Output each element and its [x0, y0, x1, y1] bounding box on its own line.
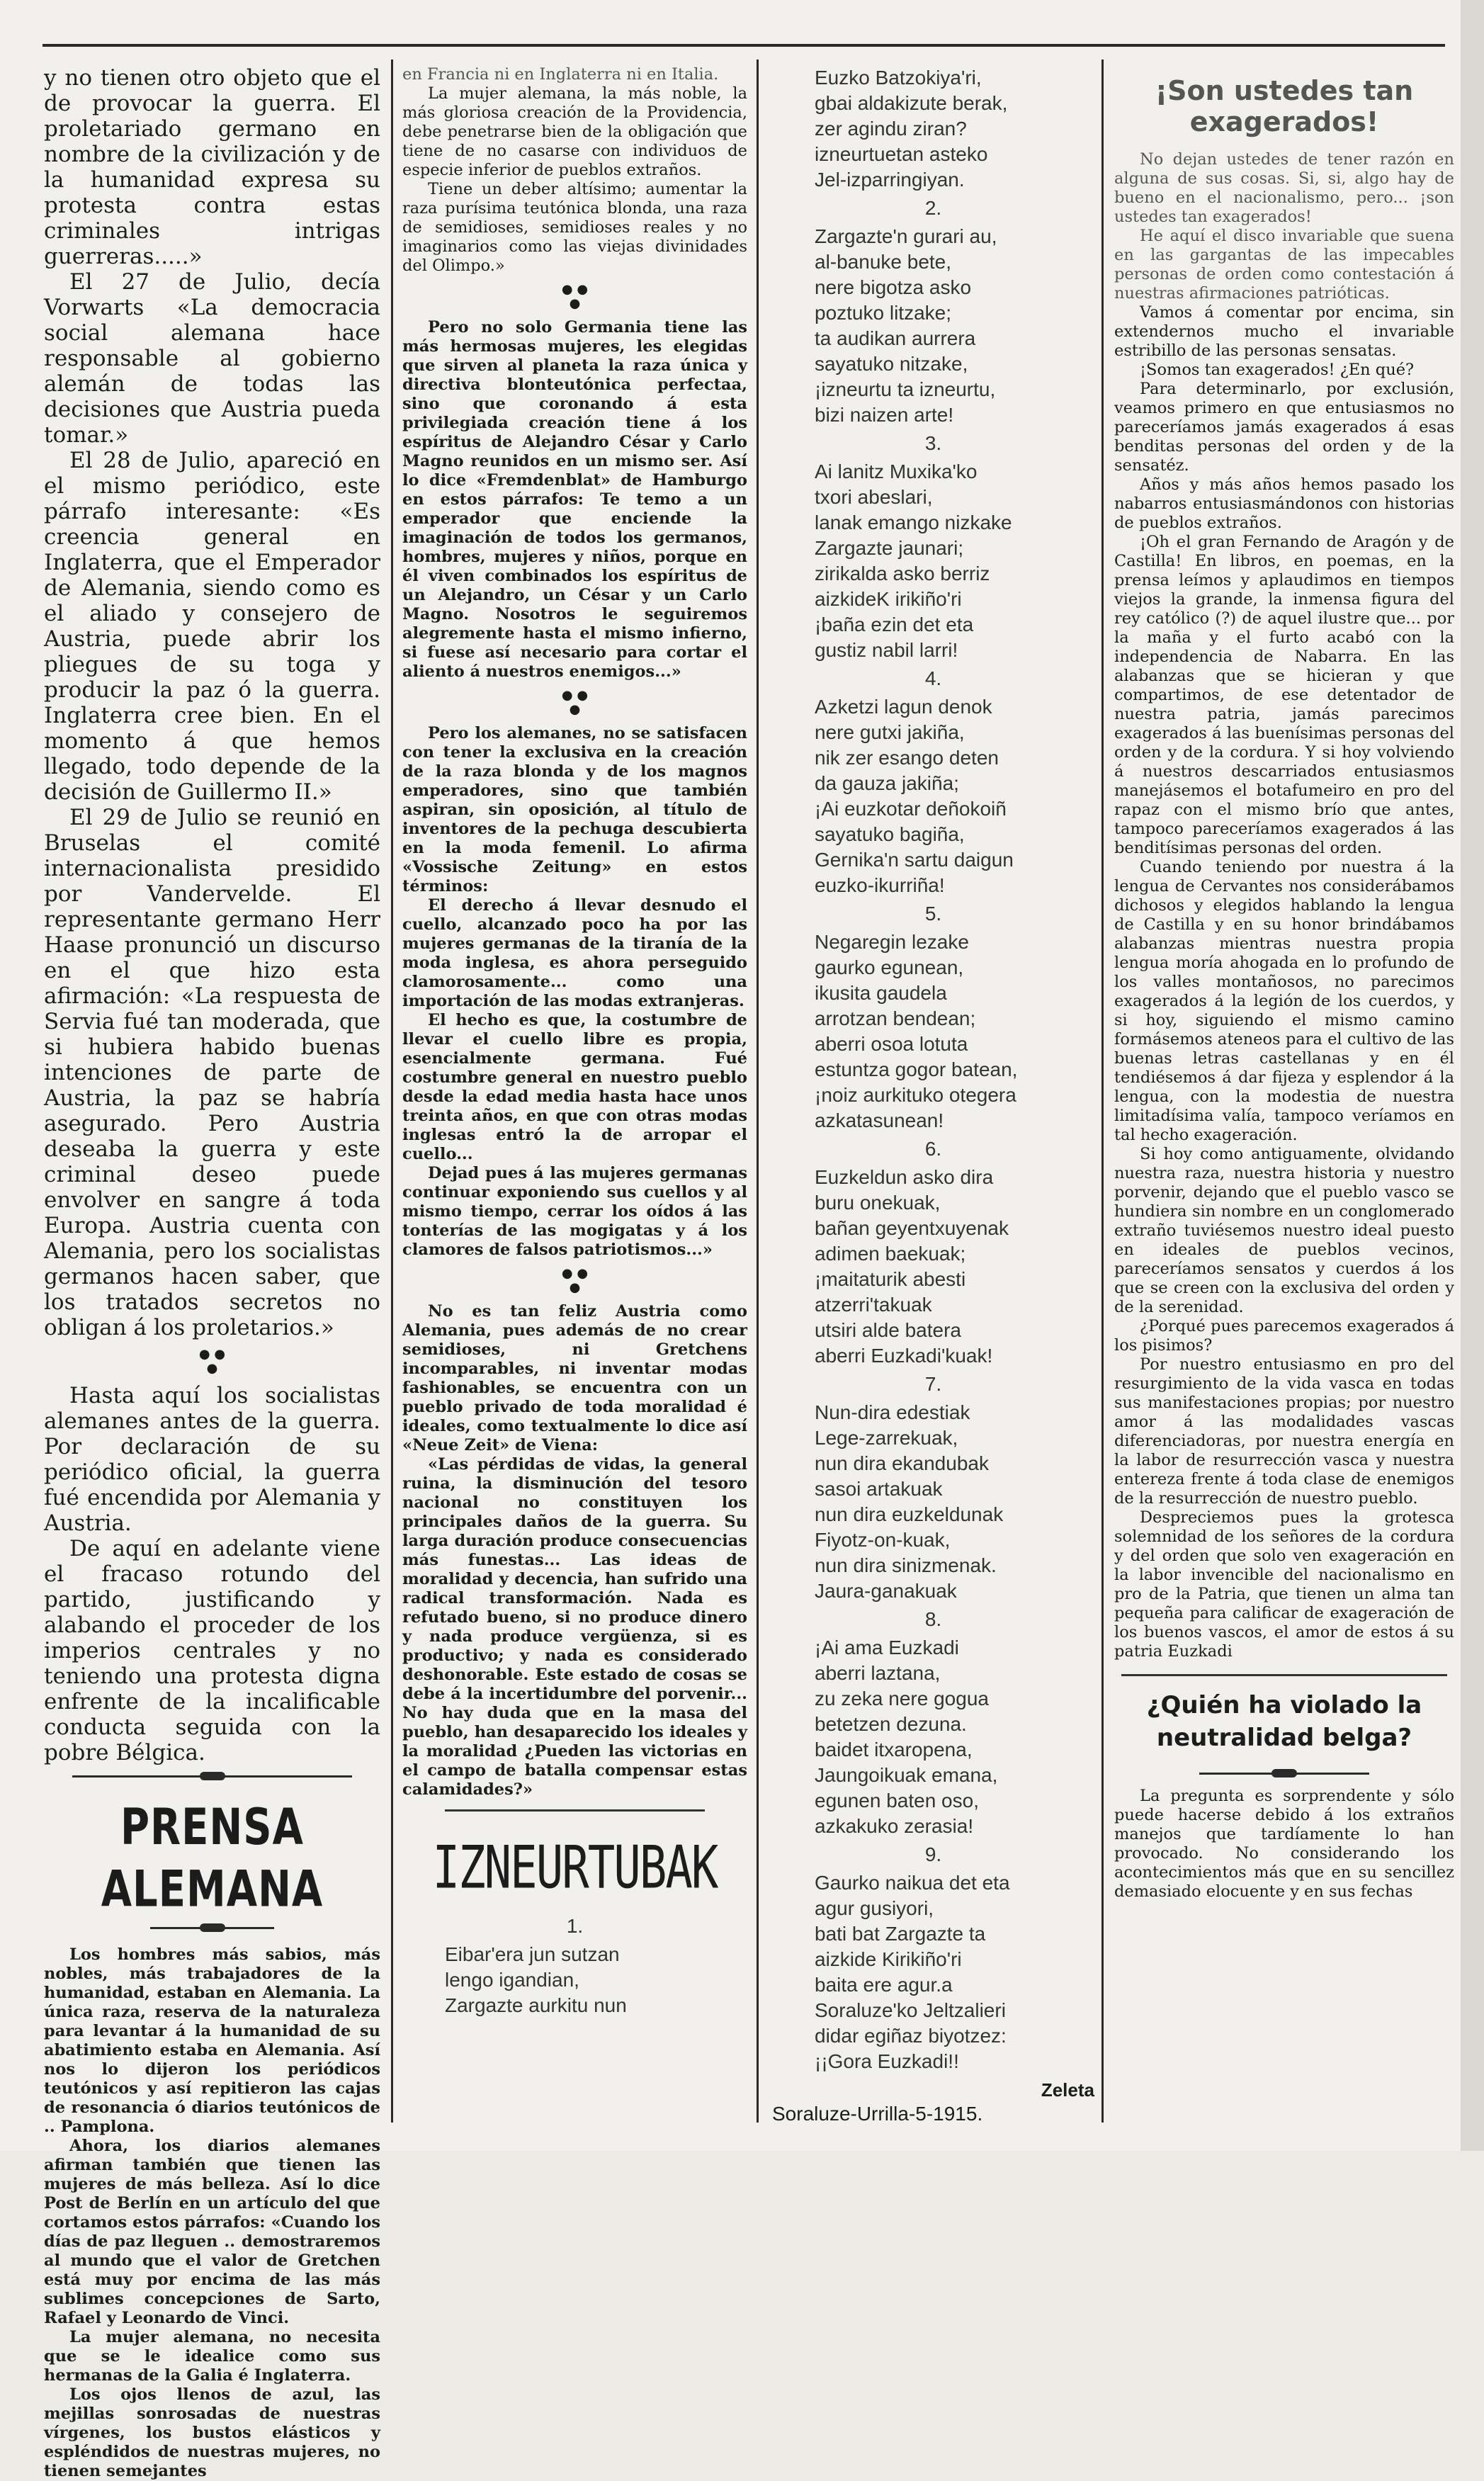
poem-stanza: Gaurko naikua det eta agur gusiyori, bati bat Zargazte ta aizkide Kirikiño'ri baita ere agur.a Soraluze'ko Jeltzalieri didar egiñaz biyotzez: ¡¡Gora Euzkadi!! [815, 1872, 1010, 2072]
article-heading: ¿Quién ha violado la neutralidad belga? [1146, 1691, 1422, 1752]
author-signature: Zeleta [1041, 2079, 1094, 2101]
section-heading: PRENSA ALEMANA [101, 1799, 324, 1918]
ornament-divider [1199, 1768, 1369, 1778]
article-paragraph: «Las pérdidas de vidas, la general ruina, la disminución del tesoro nacional no constituyen los principales daños de la guerra. Su larga duración produce consecuencias más funestas... Las ideas de moralidad y decencia, han sufrido una radical transformación. Nada es refutado bueno, si no produce dinero y nada produce vergüenza, si es productivo; y nada es considerado deshonorable. Este estado de cosas se debe á la incertidumbre del porvenir... No hay duda que en la masa del pueblo, han desaparecido los ideales y la moralidad ¿Pueden las victorias en el campo de batalla compensar estas calamidades?» [402, 1455, 747, 1799]
poem-stanza: Euzkeldun asko dira buru onekuak, bañan geyentxuyenak adimen baekuak; ¡maitaturik abesti atzerri'takuak utsiri alde batera aberri Euzkadi'kuak! [815, 1166, 1009, 1367]
divider-line [445, 1809, 705, 1812]
article-paragraph: Pero no solo Germania tiene las más hermosas mujeres, les elegidas que sirven al planeta la raza única y directiva blonteutónica perfectaa, sino que coronando á esta privilegiada creación tiene á los espíritus de Alejandro César y Carlo Magno reunidos en un mismo ser. Así lo dice «Fremdenblat» de Hamburgo en estos párrafos: Te temo a un emperador que enciende la imaginación de todos los germanos, hombres, mujeres y niños, porque en él viven combinados los espíritus de un Alejandro, un César y un Carlo Magno. Nosotros le seguiremos alegremente hasta el mismo infierno, si fuese así necesario para cortar el aliento á nuestros enemigos...» [402, 318, 747, 681]
article-paragraph: La pregunta es sorprendente y sólo puede hacerse debido á los extraños manejos que tardíamente lo han provocado. No considerando los acontecimientos más que en su sencillez demasiado elocuente y en sus fechas [1114, 1787, 1454, 1901]
column-1 [44, 65, 380, 2480]
article-paragraph: No dejan ustedes de tener razón en alguna de sus cosas. Si, si, algo hay de bueno en el nacionalismo, pero... ¡son ustedes tan exagerados! [1114, 150, 1454, 226]
article-paragraph: Tiene un deber altísimo; aumentar la raza purísima teutónica blonda, una raza de semidioses, semidioses reales y no imaginarios como las viejas divinidades del Olimpo.» [402, 180, 747, 275]
article-paragraph: Cuando teniendo por nuestra á la lengua de Cervantes nos considerábamos dichosos y elegidos hablando la lengua de Castilla y en su honor brindábamos alabanzas mientras nuestra propia lengua moría ahogada en lo profundo de los valles montañosos, no parecimos exagerados á la legión de los cuerdos, y si hoy, siguiendo el mismo camino formásemos ateneos para el cultivo de las buenas letras castellanas y en él tendiésemos á dar fijeza y esplendor á la lengua, con la modestia de nuestra limitadísima valía, tampoco veríamos en tal hecho exageración. [1114, 858, 1454, 1144]
poem-stanza: Eibar'era jun sutzan lengo igandian, Zargazte aurkitu nun [445, 1943, 627, 2016]
column-4 [1114, 65, 1454, 2141]
stanza-number: 1. [566, 1915, 584, 1937]
page-edge [1461, 0, 1484, 2151]
stanza-number: 9. [924, 1843, 942, 1865]
article-paragraph: Ahora, los diarios alemanes afirman también que tienen las mujeres de más belleza. Así lo dice Post de Berlín en un artículo del que cortamos estos párrafos: «Cuando los días de paz lleguen .. demostraremos al mundo que el valor de Gretchen está muy por encima de las más sublimes concepciones de Sarto, Rafael y Leonardo de Vinci. [44, 2137, 380, 2327]
top-rule [43, 44, 1445, 47]
article-paragraph: y no tienen otro objeto que el de provocar la guerra. El proletariado germano en nombre de la civilización y de la humanidad expresa su protesta contra estas criminales intrigas guerreras.....» [44, 65, 380, 269]
article-paragraph: El 28 de Julio, apareció en el mismo periódico, este párrafo interesante: «Es creencia general en Inglaterra, que el Emperador de Alemania, siendo como es el aliado y consejero de Austria, puede abrir los pliegues de su toga y producir la paz ó la guerra. Inglaterra cree bien. En el momento á que hemos llegado, todo depende de la decisión de Guillermo II.» [44, 448, 380, 805]
article-paragraph: No es tan feliz Austria como Alemania, pues además de no crear semidioses, ni Gretchens incomparables, ni inventar modas fashionables, se encuentra con un pueblo privado de toda moralidad é ideales, como textualmente lo dice así «Neue Zeit» de Viena: [402, 1302, 747, 1454]
column-2 [402, 65, 747, 2141]
stanza-number: 6. [924, 1138, 942, 1160]
article-paragraph: De aquí en adelante viene el fracaso rotundo del partido, justificando y alabando el proceder de los imperios centrales y no teniendo una protesta digna enfrente de la incalificable conducta seguida con la pobre Bélgica. [44, 1536, 380, 1765]
article-paragraph: Vamos á comentar por encima, sin extendernos mucho el invariable estribillo de las personas sensatas. [1114, 303, 1454, 360]
article-paragraph: Por nuestro entusiasmo en pro del resurgimiento de la vida vasca en todas sus manifestaciones propias; por nuestro amor á las modalidades vascas diferenciadoras, por nuestra energía en la labor de resurrección vasca y nuestra entereza frente á toda clase de enemigos de la resurrección de nuestro pueblo. [1114, 1355, 1454, 1508]
column-3 [772, 65, 1094, 2141]
article-paragraph: ¡Somos tan exagerados! ¿En qué? [1140, 361, 1415, 379]
article-paragraph: El hecho es que, la costumbre de llevar el cuello libre es propia, esencialmente germana. Fué costumbre general en nuestro pueblo desde la edad media hasta hace unos treinta años, en que con otras modas inglesas entró la de arropar el cuello... [402, 1011, 747, 1163]
article-paragraph: Dejad pues á las mujeres germanas continuar exponiendo sus cuellos y al mismo tiempo, cerrar los oídos á las tonterías de las mogigatas y á los clamores de falsos patriotismos...» [402, 1164, 747, 1259]
article-paragraph: Los hombres más sabios, más nobles, más trabajadores de la humanidad, estaban en Alemania. La única raza, reserva de la naturaleza para levantar á la humanidad de su abatimiento estaba en Alemania. Así nos lo dijeron los periódicos teutónicos y así repitieron las cajas de resonancia ó diarios teutónicos de .. Pamplona. [44, 1945, 380, 2136]
poem-title: IZNEURTUBAK [432, 1833, 718, 1903]
poem-stanza: ¡Ai ama Euzkadi aberri laztana, zu zeka nere gogua betetzen dezuna. baidet itxaropena, Jaungoikuak emana, egunen baten oso, azkakuko zerasia! [815, 1637, 998, 1837]
article-paragraph: Para determinarlo, por exclusión, veamos primero en que entusiasmos no pareceríamos jamás exagerados á esas benditas personas del orden y de la sensatéz. [1114, 380, 1454, 475]
section-separator: ● ● ● [561, 282, 589, 311]
stanza-number: 2. [924, 197, 942, 219]
divider-line [1121, 1674, 1447, 1676]
stanza-number: 8. [924, 1608, 942, 1630]
ornament-divider [150, 1923, 274, 1933]
poem-stanza: Nun-dira edestiak Lege-zarrekuak, nun dira ekandubak sasoi artakuak nun dira euzkeldunak Fiyotz-on-kuak, nun dira sinizmenak. Jaura-ganakuak [815, 1401, 1004, 1602]
place-date: Soraluze-Urrilla-5-1915. [772, 2103, 983, 2125]
poem-stanza: Azketzi lagun denok nere gutxi jakiña, nik zer esango deten da gauza jakiña; ¡Ai euzkotar deñokoiñ sayatuko bagiña, Gernika'n sartu daigun euzko-ikurriña! [815, 696, 1014, 896]
stanza-number: 7. [924, 1373, 942, 1395]
ornament-divider [72, 1771, 352, 1781]
article-paragraph: en Francia ni en Inglaterra ni en Italia. [402, 65, 719, 84]
column-rule-1 [391, 60, 393, 2123]
section-separator: ● ● ● [561, 688, 589, 717]
poem-stanza: Zargazte'n gurari au, al-banuke bete, nere bigotza asko poztuko litzake; ta audikan aurrera sayatuko nitzake, ¡izneurtu ta izneurtu, bizi naizen arte! [815, 225, 997, 426]
article-paragraph: Los ojos llenos de azul, las mejillas sonrosadas de nuestras vírgenes, los bustos elásticos y espléndidos de nuestras mujeres, no tienen semejantes [44, 2385, 380, 2480]
stanza-number: 4. [924, 667, 942, 689]
article-paragraph: El derecho á llevar desnudo el cuello, alcanzado poco ha por las mujeres germanas de la tiranía de la moda inglesa, es ahora perseguido clamorosamente... como una importación de las modas extranjeras. [402, 896, 747, 1010]
poem-stanza: Negaregin lezake gaurko egunean, ikusita gaudela arrotzan bendean; aberri osoa lotuta estuntza gogor batean, ¡noiz aurkituko otegera azkatasunean! [815, 931, 1018, 1131]
section-separator: ● ● ● [561, 1266, 589, 1295]
poem-stanza: Ai lanitz Muxika'ko txori abeslari, lanak emango nizkake Zargazte jaunari; zirikalda asko berriz aizkideK irikiño'ri ¡baña ezin det eta gustiz nabil larri! [815, 460, 1012, 661]
article-paragraph: Años y más años hemos pasado los nabarros entusiasmándonos con historias de pueblos extraños. [1114, 475, 1454, 532]
article-paragraph: Pero los alemanes, no se satisfacen con tener la exclusiva en la creación de la raza blonda y de los magnos emperadores, sino que también aspiran, sin oposición, al título de inventores de la pechuga descubierta en la moda femenil. Lo afirma «Vossische Zeitung» en estos términos: [402, 724, 747, 895]
column-rule-2 [757, 60, 759, 2123]
stanza-number: 5. [924, 903, 942, 925]
article-heading: ¡Son ustedes tan exagerados! [1155, 75, 1414, 137]
article-paragraph: Hasta aquí los socialistas alemanes antes de la guerra. Por declaración de su periódico oficial, la guerra fué encendida por Alemania y Austria. [44, 1383, 380, 1536]
article-paragraph: Si hoy como antiguamente, olvidando nuestra raza, nuestra historia y nuestro porvenir, dejando que el pueblo vasco se hundiera sin nombre en un conglomerado extraño tuviésemos nuestro ideal puesto en ideales de pueblos vecinos, pareceríamos sensatos y cuerdos á los que se creen con la exclusiva del orden y de la serenidad. [1114, 1145, 1454, 1316]
article-paragraph: He aquí el disco invariable que suena en las gargantas de las impecables personas de orden como contestación á nuestras afirmaciones patrióticas. [1114, 227, 1454, 303]
column-rule-3 [1101, 60, 1104, 2123]
poem-stanza: Euzko Batzokiya'ri, gbai aldakizute berak, zer agindu ziran? izneurtuetan asteko Jel-izparringiyan. [815, 67, 1008, 191]
article-paragraph: El 27 de Julio, decía Vorwarts «La democracia social alemana hace responsable al gobierno alemán de todas las decisiones que Austria pueda tomar.» [44, 269, 380, 448]
article-paragraph: ¡Oh el gran Fernando de Aragón y de Castilla! En libros, en poemas, en la prensa leímos y aplaudimos en tiempos viejos la grande, la inmensa figura del rey católico (?) de aquel ilustre que... por la maña y el furto acabó con la independencia de Nabarra. En las alabanzas que se hicieran y que compartimos, de ese detentador de nuestra patria, jamás parecimos exagerados á las buenísimas personas del orden y de la cordura. Y si hoy volviendo á nuestros descarriados entusiasmos manejásemos el botafumeiro en pro del rapaz con el mismo brío que antes, tampoco pareceríamos exagerados á las benditísimas personas del orden. [1114, 533, 1454, 857]
article-paragraph: ¿Porqué pues parecemos exagerados á los pisimos? [1114, 1317, 1454, 1355]
article-paragraph: La mujer alemana, no necesita que se le idealice como sus hermanas de la Galia é Inglaterra. [44, 2328, 380, 2385]
section-separator: ● ● ● [198, 1347, 226, 1376]
stanza-number: 3. [924, 432, 942, 454]
article-paragraph: Despreciemos pues la grotesca solemnidad de los señores de la cordura y del orden que solo ven exageración en la labor invencible del nacionalismo en pro de la Patria, que tienen un alma tan pequeña para calificar de exageración de los buenos vascos, el amor de estos á su patria Euzkadi [1114, 1508, 1454, 1661]
article-paragraph: El 29 de Julio se reunió en Bruselas el comité internacionalista presidido por Vandervelde. El representante germano Herr Haase pronunció un discurso en el que hizo esta afirmación: «La respuesta de Servia fué tan moderada, que si hubiera habido buenas intenciones de parte de Austria, la paz se habría asegurado. Pero Austria deseaba la guerra y este criminal deseo puede envolver en sangre á toda Europa. Austria cuenta con Alemania, pero los socialistas germanos hacen saber, que los tratados secretos no obligan á los proletarios.» [44, 805, 380, 1340]
article-paragraph: La mujer alemana, la más noble, la más gloriosa creación de la Providencia, debe penetrarse bien de la obligación que tiene de no casarse con individuos de especie inferior de pueblos extraños. [402, 84, 747, 179]
